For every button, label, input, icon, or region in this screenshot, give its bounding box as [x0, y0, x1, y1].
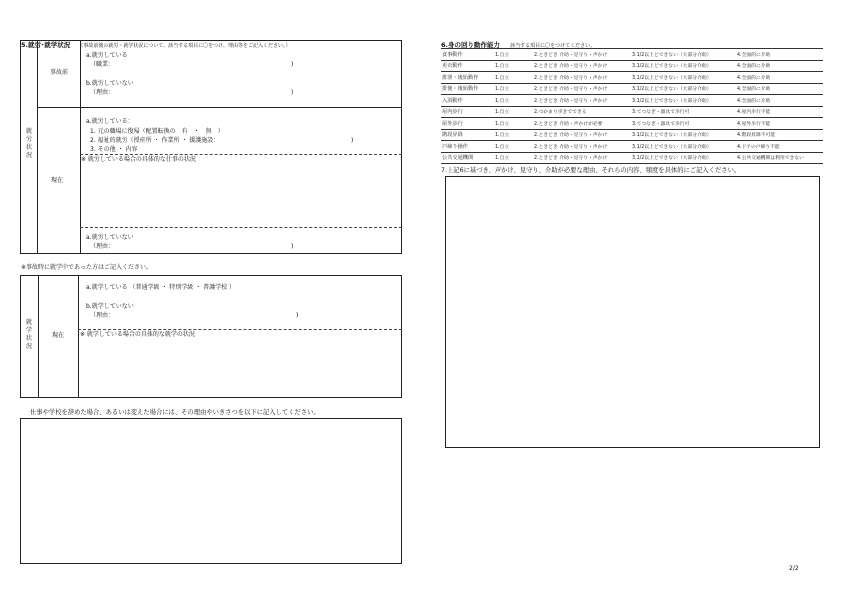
- adl-category: 公共交通機関: [441, 152, 494, 164]
- adl-option-1[interactable]: 1.自立: [494, 141, 533, 153]
- adl-option-4[interactable]: 4.ドアの戸締り不能: [736, 141, 823, 153]
- close-paren: ): [291, 89, 294, 96]
- reason-textarea[interactable]: [20, 418, 402, 564]
- current-opt-b-detail: （理由：: [90, 243, 115, 250]
- adl-option-3[interactable]: 3.1/2以上どできない（大部分介助）: [631, 152, 736, 164]
- adl-option-2[interactable]: 2.ときどき 介助・見守り・声かけ: [533, 60, 631, 72]
- adl-option-1[interactable]: 1.自立: [494, 129, 533, 141]
- adl-row: [441, 83, 823, 95]
- adl-category: 入浴動作: [441, 95, 494, 107]
- adl-category: 排便・後始動作: [441, 83, 494, 95]
- adl-option-2[interactable]: 2.ときどき 介助・見守り・声かけ: [533, 129, 631, 141]
- adl-option-4[interactable]: 4.全面的に介助: [736, 60, 823, 72]
- adl-category: 排泄・後始動作: [441, 72, 494, 84]
- adl-row: [441, 129, 823, 141]
- adl-option-1[interactable]: 1.自立: [494, 118, 533, 130]
- adl-option-4[interactable]: 4.階段昇降不可能: [736, 129, 823, 141]
- adl-option-3[interactable]: 3.1/2以上どできない（大部分介助）: [631, 72, 736, 84]
- current-item-1: 1. 元の職場に復帰（配置転換の 有 ・ 無 ）: [90, 128, 224, 135]
- adl-option-3[interactable]: 3.1/2以上どできない（大部分介助）: [631, 49, 736, 61]
- current-label: 現在: [51, 177, 64, 184]
- adl-option-2[interactable]: 2.ときどき 介助・見守り・声かけ: [533, 72, 631, 84]
- reason-heading: 仕事や学校を辞めた場合、あるいは変えた場合には、その理由やいきさつを以下に記入してください。: [30, 409, 320, 416]
- close-paren: ): [296, 312, 299, 319]
- school-side-label: 就学状況: [25, 319, 32, 351]
- adl-category: 屋内歩行: [441, 106, 494, 118]
- assist-heading: 7.上記6に基づき、声かけ、見守り、介助が必要な理由、それらの内容、頻度を具体的にご記入ください。: [441, 167, 741, 174]
- adl-option-4[interactable]: 4.全面的に介助: [736, 83, 823, 95]
- adl-row: [441, 118, 823, 130]
- before-opt-a-detail: （職業：: [90, 61, 115, 68]
- close-paren: ): [291, 243, 294, 250]
- adl-category: 更衣動作: [441, 60, 494, 72]
- adl-option-2[interactable]: 2.ときどき 介助・見守り・声かけ: [533, 83, 631, 95]
- adl-option-1[interactable]: 1.自立: [494, 60, 533, 72]
- adl-option-4[interactable]: 4.全面的に介助: [736, 72, 823, 84]
- adl-option-4[interactable]: 4.公共交通機関は利用できない: [736, 152, 823, 164]
- adl-option-3[interactable]: 3.1/2以上どできない（大部分介助）: [631, 95, 736, 107]
- adl-option-1[interactable]: 1.自立: [494, 83, 533, 95]
- adl-option-2[interactable]: 2.ときどき 介助・声かけが必要: [533, 118, 631, 130]
- adl-category: 階段昇降: [441, 129, 494, 141]
- current-opt-b[interactable]: a.就労していない: [86, 234, 134, 241]
- adl-row: [441, 95, 823, 107]
- adl-option-4[interactable]: 4.全面的に介助: [736, 95, 823, 107]
- employment-heading: 5.就労･就学状況: [21, 41, 71, 49]
- adl-row: [441, 49, 823, 61]
- adl-table: [441, 48, 823, 164]
- employment-table: [20, 40, 402, 254]
- adl-option-3[interactable]: 3.てつなぎ・器具で歩行可: [631, 118, 736, 130]
- close-paren: ): [351, 137, 354, 144]
- adl-option-4[interactable]: 4.全面的に介助: [736, 49, 823, 61]
- adl-category: 戸締り操作: [441, 141, 494, 153]
- current-work-note: ※ 就労している場合の具体的な仕事の状況: [81, 156, 196, 163]
- before-opt-a[interactable]: a.就労している: [86, 52, 128, 59]
- adl-category: 食事動作: [441, 49, 494, 61]
- school-pre-note: ※事故時に就学中であった方はご記入ください。: [21, 264, 152, 271]
- adl-category: 屋外歩行: [441, 118, 494, 130]
- adl-option-1[interactable]: 1.自立: [494, 49, 533, 61]
- adl-option-3[interactable]: 3.1/2以上どできない（大部分介助）: [631, 141, 736, 153]
- current-opt-a[interactable]: a.就労している：: [86, 118, 134, 125]
- adl-option-1[interactable]: 1.自立: [494, 152, 533, 164]
- current-item-3: 3. その他 ・ 内容: [90, 146, 138, 153]
- school-study-note: ※ 就学している場合の具体的な就学の状況: [80, 331, 195, 338]
- adl-option-4[interactable]: 4.屋内歩行不能: [736, 106, 823, 118]
- adl-option-3[interactable]: 3.1/2以上どできない（大部分介助）: [631, 129, 736, 141]
- adl-row: [441, 72, 823, 84]
- school-opt-b[interactable]: b.就学していない: [86, 303, 134, 310]
- adl-option-2[interactable]: 2.つかまり歩きでできる: [533, 106, 631, 118]
- adl-option-4[interactable]: 4.屋外歩行不能: [736, 118, 823, 130]
- adl-option-2[interactable]: 2.ときどき 介助・見守り・声かけ: [533, 152, 631, 164]
- school-opt-a[interactable]: a.就学している （普通学級 ・ 特別学級 ・ 普護学校 ）: [86, 284, 236, 291]
- adl-row: [441, 60, 823, 72]
- school-opt-b-detail: （理由：: [90, 312, 115, 319]
- current-item-2: 2. 福祉的就労（授産所 ・ 作業所 ・ 援護施設：: [90, 137, 220, 144]
- adl-row: [441, 141, 823, 153]
- before-opt-b-detail: （理由：: [90, 89, 115, 96]
- adl-row: [441, 106, 823, 118]
- assist-textarea[interactable]: [445, 176, 820, 448]
- adl-option-1[interactable]: 1.自立: [494, 95, 533, 107]
- school-current-label: 現在: [52, 332, 65, 339]
- before-opt-b[interactable]: b.就労していない: [86, 80, 134, 87]
- page-number: 2/2: [789, 565, 799, 572]
- adl-option-3[interactable]: 3.1/2以上どできない（大部分介助）: [631, 60, 736, 72]
- adl-option-2[interactable]: 2.ときどき 介助・見守り・声かけ: [533, 49, 631, 61]
- adl-option-2[interactable]: 2.ときどき 介助・見守り・声かけ: [533, 141, 631, 153]
- adl-option-1[interactable]: 1.自立: [494, 72, 533, 84]
- adl-option-3[interactable]: 3.1/2以上どできない（大部分介助）: [631, 83, 736, 95]
- adl-row: [441, 152, 823, 164]
- adl-note: 該当する項目に〇をつけてください。: [510, 43, 596, 49]
- employment-note: （事故前後の就労・就学状況について、該当する項目に〇をつけ、理由等をご記入ください。）: [78, 43, 291, 49]
- adl-heading: 6.身の回り動作能力: [441, 41, 500, 49]
- close-paren: ): [291, 61, 294, 68]
- before-label: 事故前: [50, 69, 69, 76]
- employment-side-label: 就労状況: [25, 128, 32, 160]
- adl-option-1[interactable]: 1.自立: [494, 106, 533, 118]
- adl-option-2[interactable]: 2.ときどき 介助・見守り・声かけ: [533, 95, 631, 107]
- adl-option-3[interactable]: 3.てつなぎ・器具で歩行可: [631, 106, 736, 118]
